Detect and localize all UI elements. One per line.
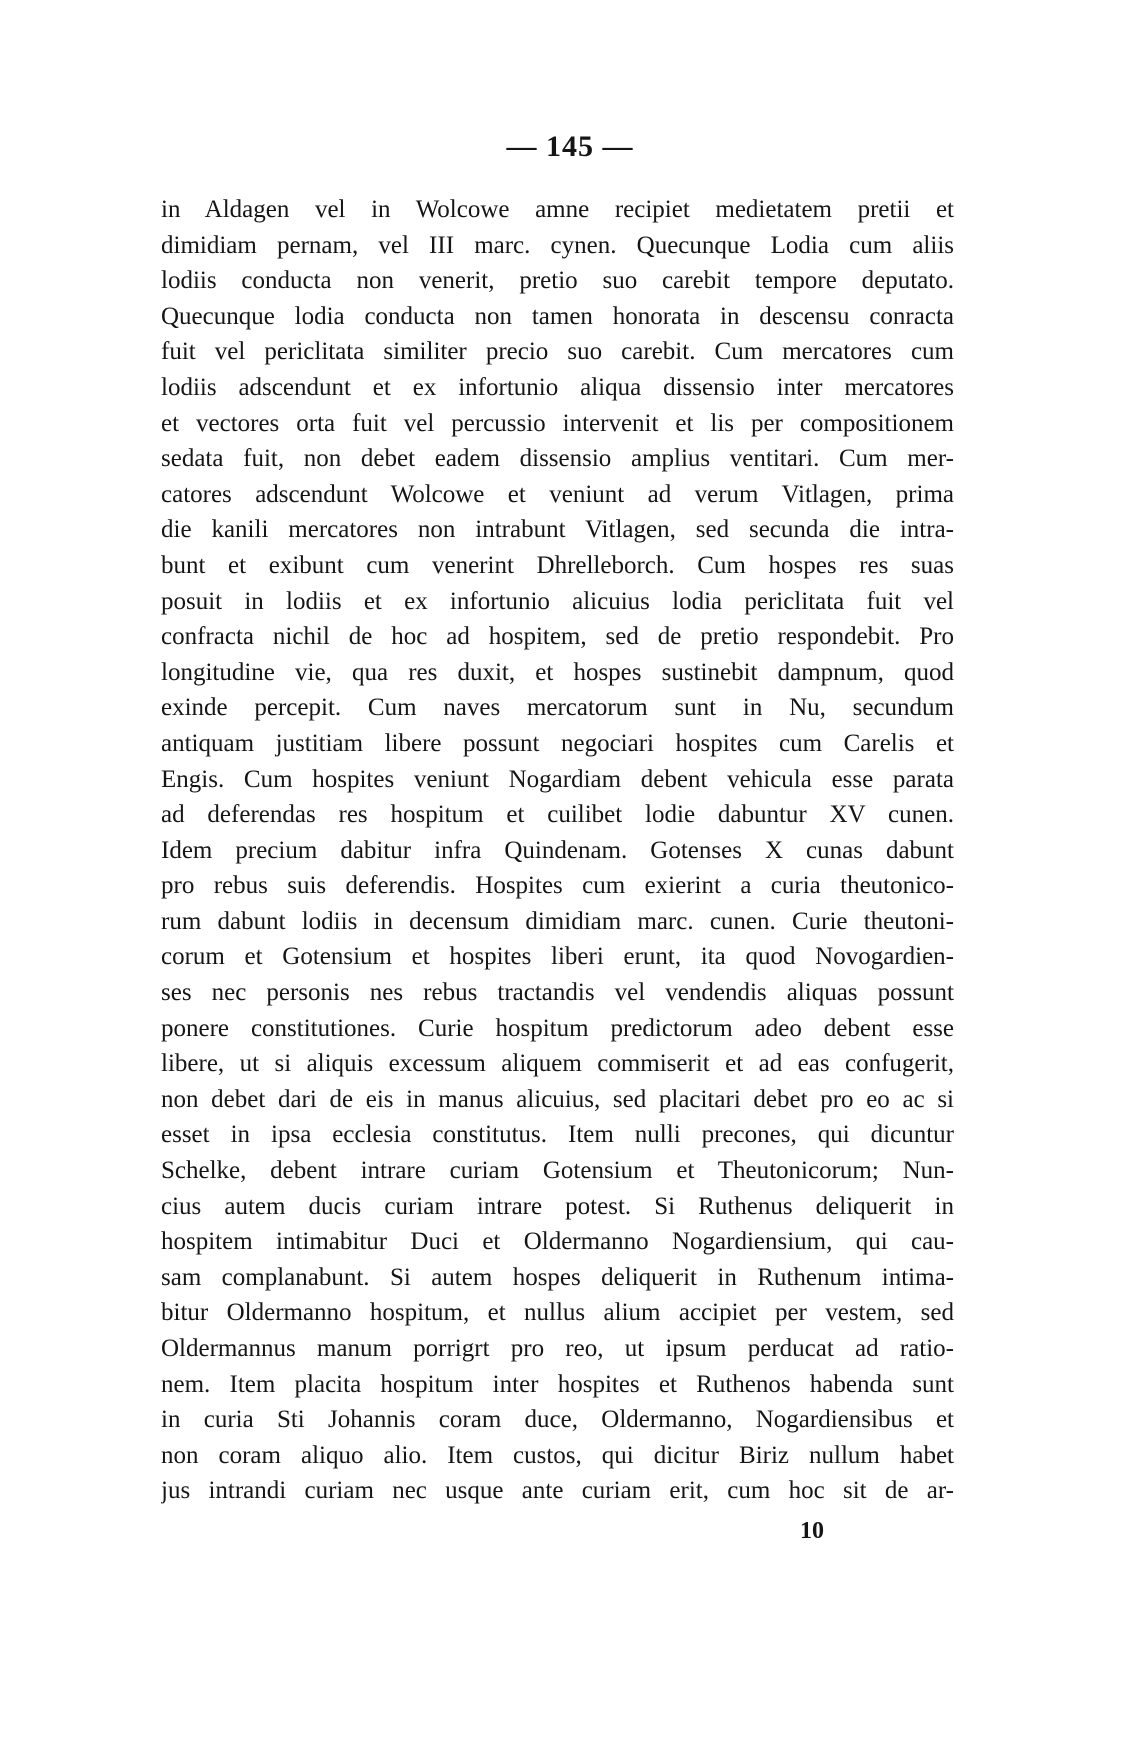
text-line: longitudine vie, qua res duxit, et hospes sustinebit dampnum, quod [161, 658, 954, 686]
text-line: non debet dari de eis in manus alicuius, sed placitari debet pro eo ac si [161, 1085, 954, 1113]
text-line: corum et Gotensium et hospites liberi erunt, ita quod Novogardien- [161, 943, 954, 971]
text-line: in curia Sti Johannis coram duce, Oldermanno, Nogardiensibus et [161, 1406, 954, 1434]
page-number-header: — 145 — [506, 130, 634, 163]
text-line: lodiis adscendunt et ex infortunio aliqua dissensio inter mercatores [161, 373, 954, 401]
body-text [161, 192, 954, 1509]
text-line: et vectores orta fuit vel percussio intervenit et lis per compositionem [161, 409, 954, 437]
text-line: hospitem intimabitur Duci et Oldermanno Nogardiensium, qui cau- [161, 1228, 954, 1256]
text-line: Quecunque lodia conducta non tamen honorata in descensu conracta [161, 302, 954, 330]
text-line: fuit vel periclitata similiter precio suo carebit. Cum mercatores cum [161, 338, 954, 366]
text-line: Engis. Cum hospites veniunt Nogardiam debent vehicula esse parata [161, 765, 954, 793]
text-line: ses nec personis nes rebus tractandis vel vendendis aliquas possunt [161, 979, 954, 1007]
text-line: die kanili mercatores non intrabunt Vitlagen, sed secunda die intra- [161, 516, 954, 544]
text-line: rum dabunt lodiis in decensum dimidiam marc. cunen. Curie theutoni- [161, 907, 954, 935]
text-line: sam complanabunt. Si autem hospes deliquerit in Ruthenum intima- [161, 1263, 954, 1291]
text-line: nem. Item placita hospitum inter hospites et Ruthenos habenda sunt [161, 1370, 954, 1398]
text-line: ponere constitutiones. Curie hospitum predictorum adeo debent esse [161, 1014, 954, 1042]
text-line: sedata fuit, non debet eadem dissensio amplius ventitari. Cum mer- [161, 445, 954, 473]
text-line: bitur Oldermanno hospitum, et nullus alium accipiet per vestem, sed [161, 1299, 954, 1327]
text-line: exinde percepit. Cum naves mercatorum sunt in Nu, secundum [161, 694, 954, 722]
text-line: lodiis conducta non venerit, pretio suo carebit tempore deputato. [161, 267, 954, 295]
text-line: in Aldagen vel in Wolcowe amne recipiet medietatem pretii et [161, 196, 954, 223]
text-line: dimidiam pernam, vel III marc. cynen. Quecunque Lodia cum aliis [161, 231, 954, 259]
text-line: catores adscendunt Wolcowe et veniunt ad verum Vitlagen, prima [161, 480, 954, 508]
text-line: posuit in lodiis et ex infortunio alicuius lodia periclitata fuit vel [161, 587, 954, 615]
signature-mark: 10 [800, 1518, 824, 1544]
text-line: non coram aliquo alio. Item custos, qui dicitur Biriz nullum habet [161, 1441, 954, 1469]
text-line: Schelke, debent intrare curiam Gotensium et Theutonicorum; Nun- [161, 1157, 954, 1185]
text-line: pro rebus suis deferendis. Hospites cum exierint a curia theutonico- [161, 872, 954, 900]
text-line: cius autem ducis curiam intrare potest. Si Ruthenus deliquerit in [161, 1192, 954, 1220]
text-line: esset in ipsa ecclesia constitutus. Item nulli precones, qui dicuntur [161, 1121, 954, 1149]
text-line: Idem precium dabitur infra Quindenam. Gotenses X cunas dabunt [161, 836, 954, 864]
text-line: Oldermannus manum porrigrt pro reo, ut ipsum perducat ad ratio- [161, 1335, 954, 1362]
text-line: confracta nichil de hoc ad hospitem, sed de pretio respondebit. Pro [161, 623, 954, 651]
text-line: antiquam justitiam libere possunt negociari hospites cum Carelis et [161, 729, 954, 757]
text-line: ad deferendas res hospitum et cuilibet lodie dabuntur XV cunen. [161, 801, 954, 829]
text-line: jus intrandi curiam nec usque ante curiam erit, cum hoc sit de ar- [161, 1477, 954, 1505]
text-line: libere, ut si aliquis excessum aliquem commiserit et ad eas confugerit, [161, 1050, 954, 1078]
text-line: bunt et exibunt cum venerint Dhrelleborch. Cum hospes res suas [161, 551, 954, 579]
